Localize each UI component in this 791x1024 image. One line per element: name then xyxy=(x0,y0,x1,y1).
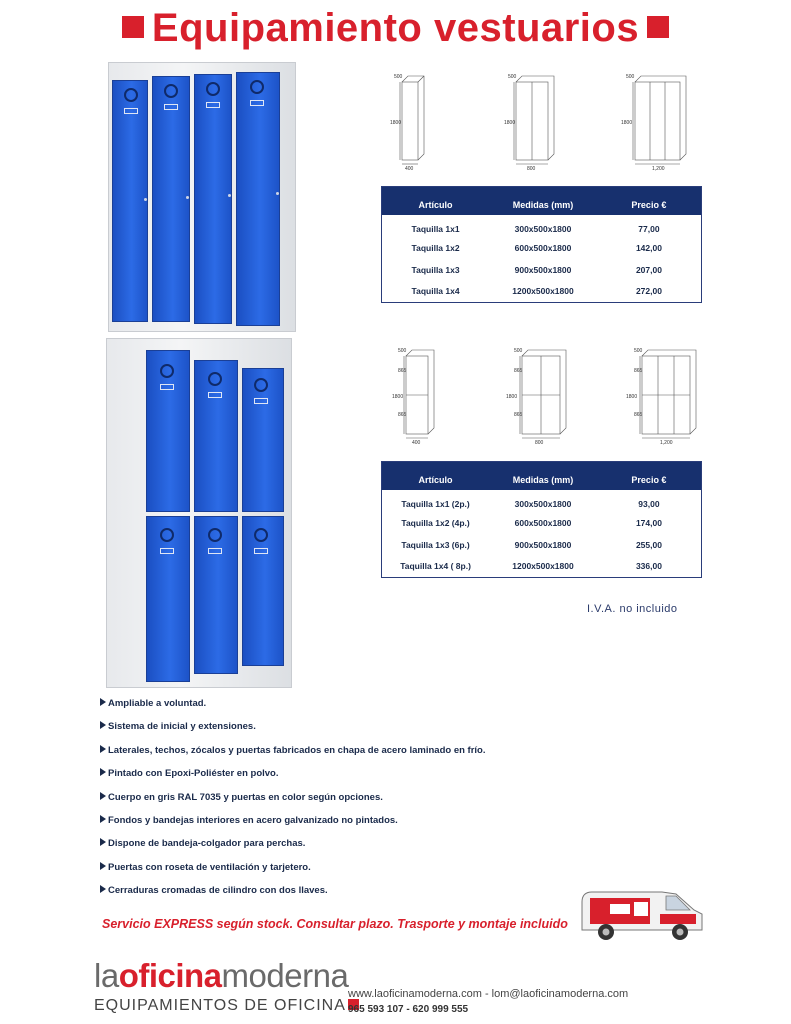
contact-web-email[interactable]: www.laoficinamoderna.com - lom@laoficinamoderna.com xyxy=(348,988,629,1000)
cell-medidas: 900x500x1800 xyxy=(514,539,572,550)
svg-text:500: 500 xyxy=(626,74,635,80)
logo-wordmark: laoficinamoderna xyxy=(94,957,349,994)
cell-articulo: Taquilla 1x1 (2p.) xyxy=(401,498,470,509)
cell-precio: 174,00 xyxy=(635,517,662,528)
svg-text:865: 865 xyxy=(634,368,643,374)
arrow-bullet-icon xyxy=(100,815,106,823)
cell-medidas: 1200x500x1800 xyxy=(512,286,574,297)
cell-precio: 93,00 xyxy=(638,498,660,509)
table-row xyxy=(382,259,702,281)
svg-text:865: 865 xyxy=(634,412,643,418)
table-row xyxy=(382,534,702,556)
svg-text:1800: 1800 xyxy=(504,120,516,126)
arrow-bullet-icon xyxy=(100,698,106,706)
svg-text:1800: 1800 xyxy=(621,120,633,126)
svg-text:800: 800 xyxy=(535,440,544,446)
svg-text:1,200: 1,200 xyxy=(660,440,673,446)
arrow-bullet-icon xyxy=(100,792,106,800)
svg-text:1800: 1800 xyxy=(390,120,402,126)
list-item: Fondos y bandejas interiores en acero galvanizado no pintados. xyxy=(100,815,486,838)
list-item: Ampliable a voluntad. xyxy=(100,698,486,721)
cell-medidas: 1200x500x1800 xyxy=(512,561,574,572)
diagram-row-2 xyxy=(380,344,700,448)
svg-text:800: 800 xyxy=(527,166,536,172)
list-item: Puertas con roseta de ventilación y tarjetero. xyxy=(100,862,486,885)
table-row xyxy=(382,556,702,578)
col-header-articulo: Artículo xyxy=(382,187,490,215)
svg-text:1800: 1800 xyxy=(626,394,638,400)
svg-text:500: 500 xyxy=(394,74,403,80)
table-row xyxy=(382,490,702,512)
cell-articulo: Taquilla 1x2 (4p.) xyxy=(401,517,470,528)
features-list xyxy=(100,698,486,909)
svg-text:1800: 1800 xyxy=(392,394,404,400)
list-item: Dispone de bandeja-colgador para perchas. xyxy=(100,838,486,861)
cell-medidas: 300x500x1800 xyxy=(514,223,572,234)
red-square-left xyxy=(122,16,144,38)
table-header-row xyxy=(382,187,702,215)
technical-drawing-double-doors xyxy=(380,344,700,448)
table-row xyxy=(382,281,702,303)
price-table-2 xyxy=(381,461,702,578)
cell-precio: 255,00 xyxy=(635,539,662,550)
arrow-bullet-icon xyxy=(100,745,106,753)
contact-phones: 965 593 107 - 620 999 555 xyxy=(348,1004,469,1015)
cell-medidas: 300x500x1800 xyxy=(514,498,572,509)
cell-precio: 142,00 xyxy=(635,242,662,253)
page-title: Equipamiento vestuarios xyxy=(0,6,791,51)
col-header-precio: Precio € xyxy=(597,187,702,215)
cell-medidas: 900x500x1800 xyxy=(514,264,572,275)
arrow-bullet-icon xyxy=(100,768,106,776)
col-header-precio: Precio € xyxy=(597,462,702,490)
svg-text:865: 865 xyxy=(398,412,407,418)
svg-text:865: 865 xyxy=(398,368,407,374)
cell-articulo: Taquilla 1x4 ( 8p.) xyxy=(400,561,471,572)
svg-text:400: 400 xyxy=(405,166,414,172)
van-icon xyxy=(576,884,706,944)
cell-articulo: Taquilla 1x1 xyxy=(411,223,460,234)
iva-note: I.V.A. no incluido xyxy=(587,603,678,615)
diagram-row-1 xyxy=(380,70,690,174)
locker-photo-3x2 xyxy=(104,338,294,690)
table-header-row xyxy=(382,462,702,490)
svg-text:500: 500 xyxy=(508,74,517,80)
cell-articulo: Taquilla 1x4 xyxy=(411,286,460,297)
arrow-bullet-icon xyxy=(100,838,106,846)
col-header-articulo: Artículo xyxy=(382,462,490,490)
svg-text:400: 400 xyxy=(412,440,421,446)
svg-text:500: 500 xyxy=(514,348,523,354)
express-service-note: Servicio EXPRESS según stock. Consultar plazo. Trasporte y montaje incluido xyxy=(102,917,568,931)
table-row xyxy=(382,237,702,259)
cell-medidas: 600x500x1800 xyxy=(514,517,572,528)
svg-text:1800: 1800 xyxy=(506,394,518,400)
col-header-medidas: Medidas (mm) xyxy=(489,462,597,490)
technical-drawing-single-doors xyxy=(380,70,690,174)
col-header-medidas: Medidas (mm) xyxy=(489,187,597,215)
cell-medidas: 600x500x1800 xyxy=(514,242,572,253)
list-item: Laterales, techos, zócalos y puertas fabricados en chapa de acero laminado en frío. xyxy=(100,745,486,768)
list-item: Sistema de inicial y extensiones. xyxy=(100,721,486,744)
table-row xyxy=(382,215,702,237)
cell-precio: 77,00 xyxy=(638,223,660,234)
cell-articulo: Taquilla 1x3 (6p.) xyxy=(401,539,470,550)
table-row xyxy=(382,512,702,534)
delivery-van-image xyxy=(576,884,706,949)
cell-precio: 272,00 xyxy=(635,286,662,297)
arrow-bullet-icon xyxy=(100,862,106,870)
cell-precio: 336,00 xyxy=(635,561,662,572)
cell-articulo: Taquilla 1x3 xyxy=(411,264,460,275)
cell-precio: 207,00 xyxy=(635,264,662,275)
arrow-bullet-icon xyxy=(100,885,106,893)
list-item: Cuerpo en gris RAL 7035 y puertas en color según opciones. xyxy=(100,792,486,815)
logo-subtitle: EQUIPAMIENTOS DE OFICINA xyxy=(94,997,359,1015)
svg-text:865: 865 xyxy=(514,368,523,374)
red-square-right xyxy=(647,16,669,38)
cell-articulo: Taquilla 1x2 xyxy=(411,242,460,253)
list-item: Pintado con Epoxi-Poliéster en polvo. xyxy=(100,768,486,791)
brand-logo xyxy=(94,958,359,1015)
svg-text:500: 500 xyxy=(634,348,643,354)
locker-photo-1x4 xyxy=(100,62,296,334)
svg-text:865: 865 xyxy=(514,412,523,418)
price-table-1 xyxy=(381,186,702,303)
svg-text:500: 500 xyxy=(398,348,407,354)
arrow-bullet-icon xyxy=(100,721,106,729)
svg-text:1,200: 1,200 xyxy=(652,166,665,172)
list-item: Cerraduras cromadas de cilindro con dos llaves. xyxy=(100,885,486,908)
